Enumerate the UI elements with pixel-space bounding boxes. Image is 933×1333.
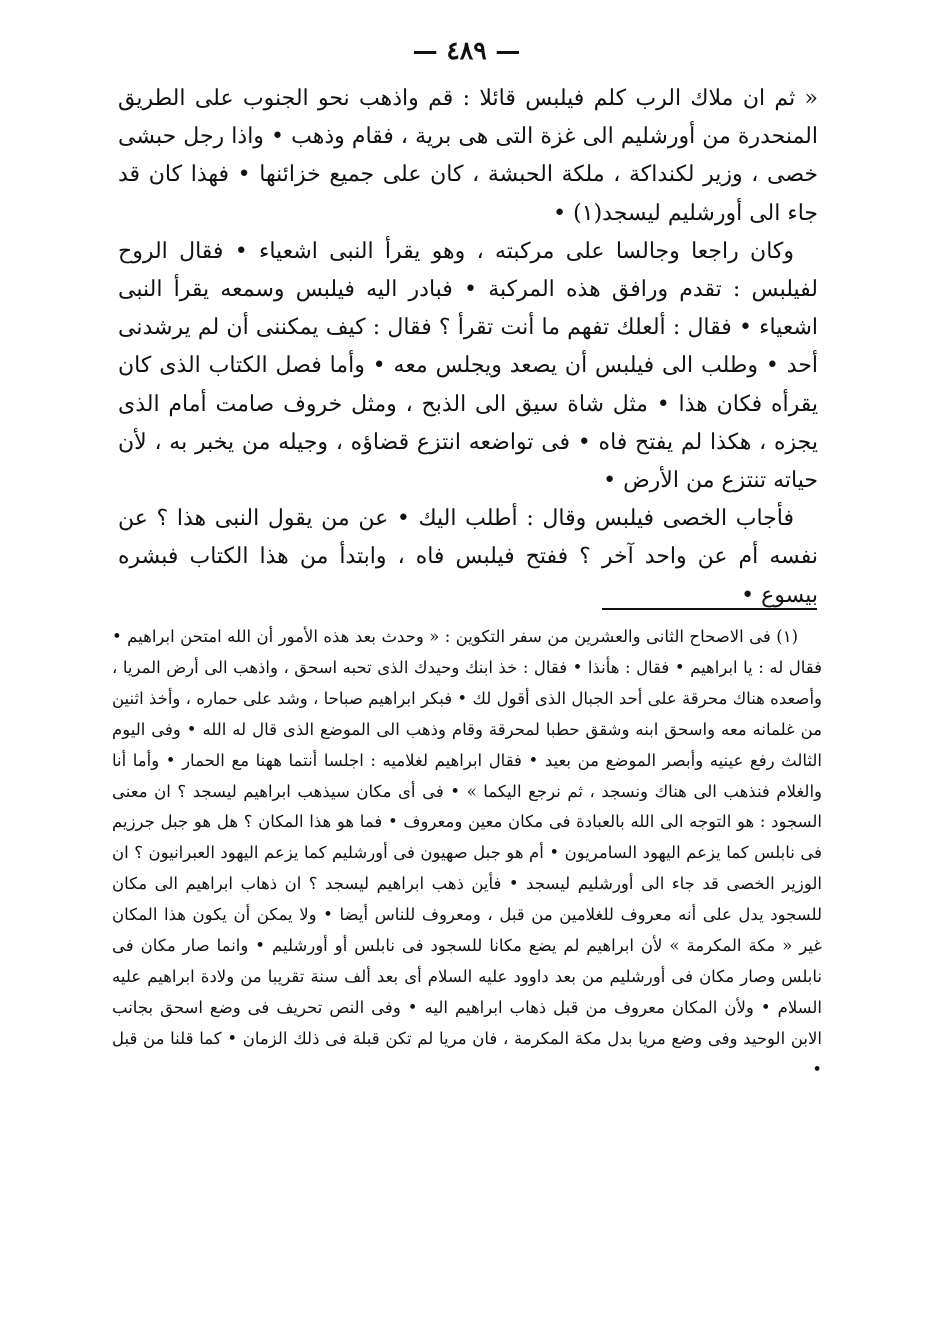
paragraph: فأجاب الخصى فيلبس وقال : أطلب اليك • عن من يقول النبى هذا ؟ عن نفسه أم عن واحد آخر ؟ ففتح فيلبس فاه ، وابتدأ من هذا الكتاب فبشره بيسوع • [118, 506, 818, 608]
main-text [118, 80, 818, 615]
paragraph: وكان راجعا وجالسا على مركبته ، وهو يقرأ النبى اشعياء • فقال الروح لفيلبس : تقدم ورافق هذه المركبة • فبادر اليه فيلبس وسمعه يقرأ النبى اشعياء • فقال : ألعلك تفهم ما أنت تقرأ ؟ فقال : كيف يمكننى أن لم يرشدنى أحد • وطلب الى فيلبس أن يصعد ويجلس معه • وأما فصل الكتاب الذى كان يقرأه فكان هذا • مثل شاة سيق الى الذبح ، ومثل خروف صامت أمام الذى يجزه ، هكذا لم يفتح فاه • فى تواضعه انتزع قضاؤه ، وجيله من يخبر به ، لأن حياته تنتزع من الأرض • [118, 238, 818, 494]
footnote-divider [602, 608, 817, 610]
page-number: — ٤٨٩ — [412, 36, 521, 65]
paragraph: « ثم ان ملاك الرب كلم فيلبس قائلا : قم واذهب نحو الجنوب على الطريق المنحدرة من أورشليم الى غزة التى هى برية ، فقام وذهب • واذا رجل حبشى خصى ، وزير لكنداكة ، ملكة الحبشة ، كان على جميع خزائنها • فهذا كان قد جاء الى أورشليم ليسجد(١) • [118, 86, 818, 226]
footnote [112, 622, 822, 1086]
footnote-text: (١) فى الاصحاح الثانى والعشرين من سفر التكوين : « وحدث بعد هذه الأمور أن الله امتحن ابراهيم • فقال له : يا ابراهيم • فقال : هأنذا • فقال : خذ ابنك وحيدك الذى تحبه اسحق ، واذهب الى أرض المريا ، وأصعده هناك محرقة على أحد الجبال الذى أقول لك • فبكر ابراهيم صباحا ، وشد على حماره ، وأخذ اثنين من غلمانه معه واسحق ابنه وشقق حطبا لمحرقة وقام وذهب الى الموضع الذى قال له الله • وفى اليوم الثالث رفع عينيه وأبصر الموضع من بعيد • فقال ابراهيم لغلاميه : اجلسا أنتما ههنا مع الحمار • وأما أنا والغلام فنذهب الى هناك ونسجد ، ثم نرجع اليكما » • فى أى مكان سيذهب ابراهيم ليسجد ؟ ان معنى السجود : هو التوجه الى الله بالعبادة فى مكان معين ومعروف • فما هو هذا المكان ؟ هل هو جبل جرزيم فى نابلس كما يزعم اليهود السامريون • أم هو جبل صهيون فى أورشليم كما يزعم اليهود العبرانيون ؟ ان الوزير الخصى قد جاء الى أورشليم ليسجد • فأين ذهب ابراهيم ليسجد ؟ ان ذهاب ابراهيم الى مكان للسجود يدل على أنه معروف للغلامين من قبل ، ومعروف للناس أيضا • ولا يمكن أن يكون هذا المكان غير « مكة المكرمة » لأن ابراهيم لم يضع مكانا للسجود فى نابلس أو أورشليم • وانما صار مكان فى نابلس وصار مكان فى أورشليم من بعد داوود عليه السلام أى بعد ألف سنة تقريبا من ولادة ابراهيم عليه السلام • ولأن المكان معروف من قبل ذهاب ابراهيم اليه • وفى النص تحريف فى وضع اسحق بجانب الابن الوحيد وفى وضع مريا بدل مكة المكرمة ، فان مريا لم تكن قبلة فى ذلك الزمان • كما قلنا من قبل • [112, 627, 822, 1079]
